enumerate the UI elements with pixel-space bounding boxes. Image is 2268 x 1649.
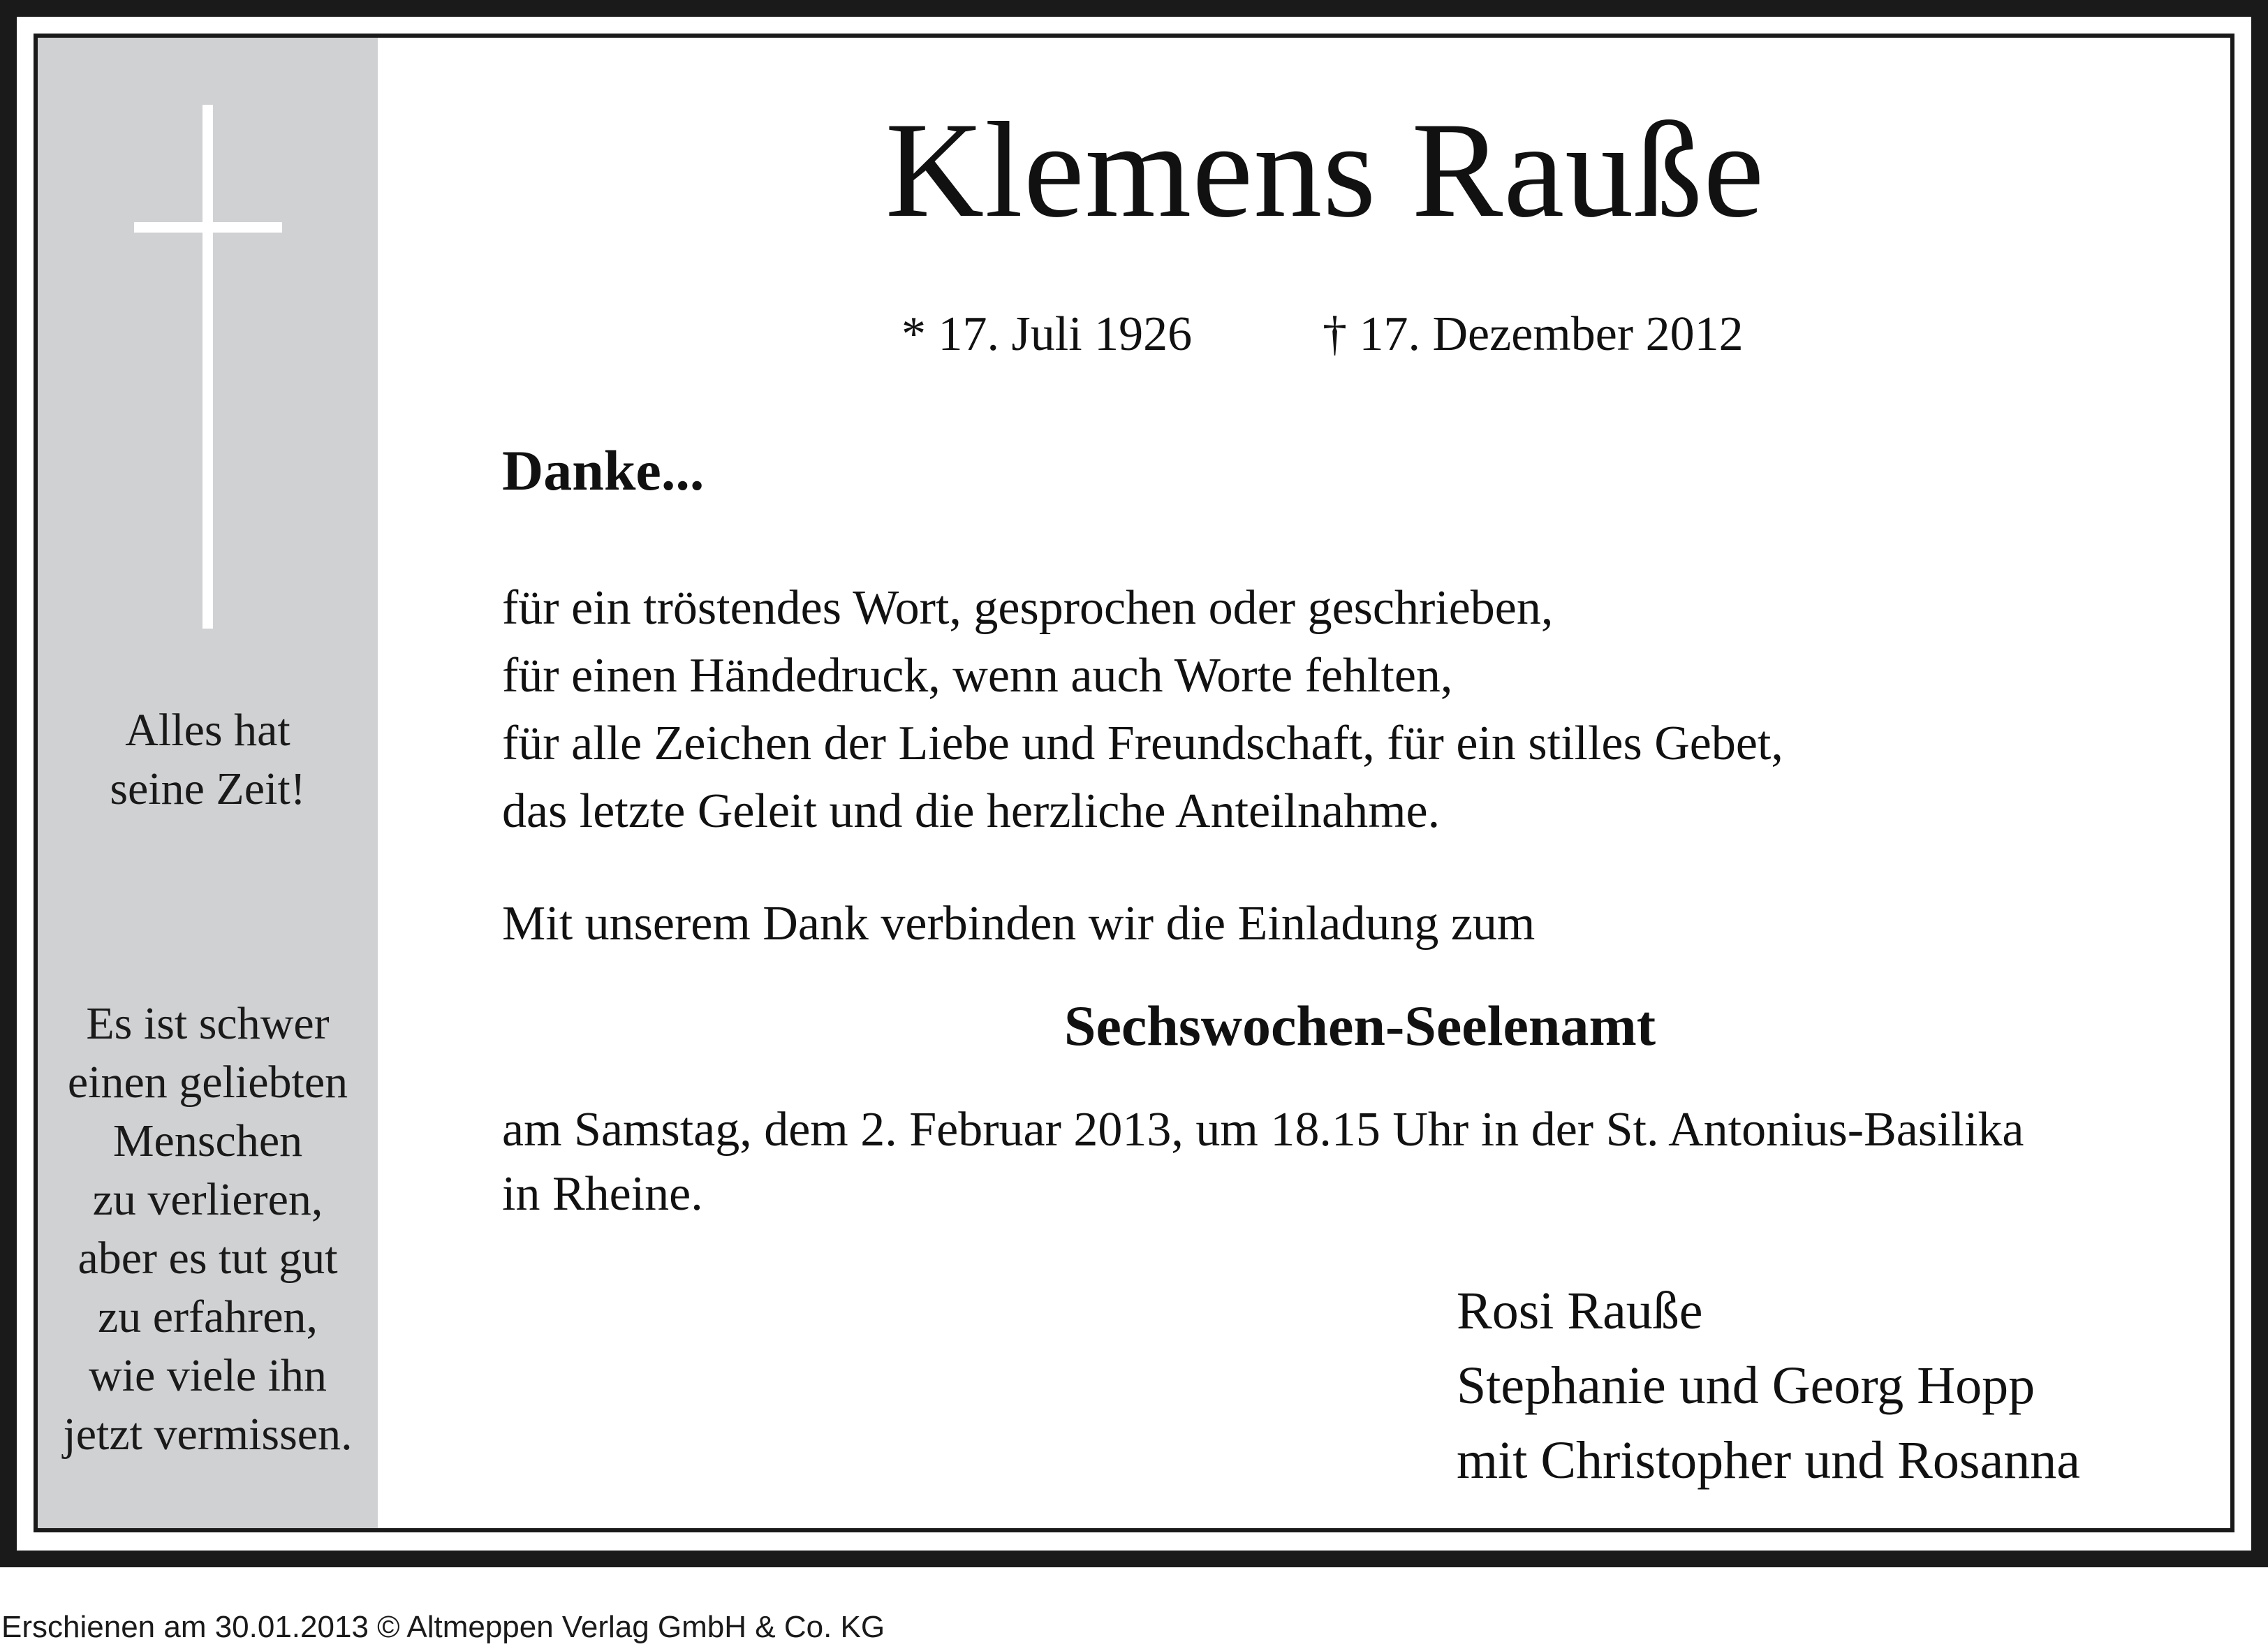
cross-icon xyxy=(202,105,213,629)
sidebar xyxy=(38,38,378,1528)
quote-line: zu erfahren, xyxy=(97,1291,318,1342)
quote-line: seine Zeit! xyxy=(110,763,306,814)
quote-line: aber es tut gut xyxy=(78,1233,338,1284)
invitation-text xyxy=(502,890,1535,958)
quote-line: Menschen xyxy=(112,1115,303,1166)
sidebar-quote-short xyxy=(38,701,378,819)
thanks-line: für einen Händedruck, wenn auch Worte fehlten, xyxy=(502,649,1453,703)
death-date: † 17. Dezember 2012 xyxy=(1323,307,1744,361)
obituary-content xyxy=(378,38,2230,1528)
deceased-name: Klemens Rauße xyxy=(885,94,1765,246)
thanks-line: für alle Zeichen der Liebe und Freundschaft, für ein stilles Gebet, xyxy=(502,717,1783,770)
quote-line: Es ist schwer xyxy=(86,998,330,1049)
publication-footer: Erschienen am 30.01.2013 © Altmeppen Verlag GmbH & Co. KG xyxy=(1,1610,885,1644)
sidebar-quote-long xyxy=(38,995,378,1464)
notice-inner-panel xyxy=(17,17,2251,1551)
quote-line: jetzt vermissen. xyxy=(63,1409,353,1460)
thanks-heading: Danke... xyxy=(502,439,705,502)
quote-line: wie viele ihn xyxy=(89,1350,327,1401)
service-title: Sechswochen-Seelenamt xyxy=(1063,994,1656,1057)
signature-line: mit Christopher und Rosanna xyxy=(1457,1431,2080,1490)
signature-line: Stephanie und Georg Hopp xyxy=(1457,1356,2035,1415)
service-line: am Samstag, dem 2. Februar 2013, um 18.15 Uhr in der St. Antonius-Basilika xyxy=(502,1103,2024,1157)
thanks-paragraph xyxy=(502,574,1783,845)
thanks-line: das letzte Geleit und die herzliche Anteilnahme. xyxy=(502,784,1441,838)
quote-line: zu verlieren, xyxy=(92,1174,323,1225)
service-details xyxy=(502,1098,2024,1226)
birth-date: * 17. Juli 1926 xyxy=(901,307,1193,361)
thanks-line: für ein tröstendes Wort, gesprochen oder geschrieben, xyxy=(502,581,1554,635)
quote-line: Alles hat xyxy=(125,705,290,756)
cross-icon-crossbar xyxy=(134,222,282,233)
family-signatures xyxy=(1457,1274,2080,1498)
service-line: in Rheine. xyxy=(502,1167,703,1221)
signature-line: Rosi Rauße xyxy=(1457,1282,1703,1340)
notice-border xyxy=(34,34,2234,1532)
invitation-line: Mit unserem Dank verbinden wir die Einladung zum xyxy=(502,897,1536,951)
quote-line: einen geliebten xyxy=(67,1057,348,1108)
